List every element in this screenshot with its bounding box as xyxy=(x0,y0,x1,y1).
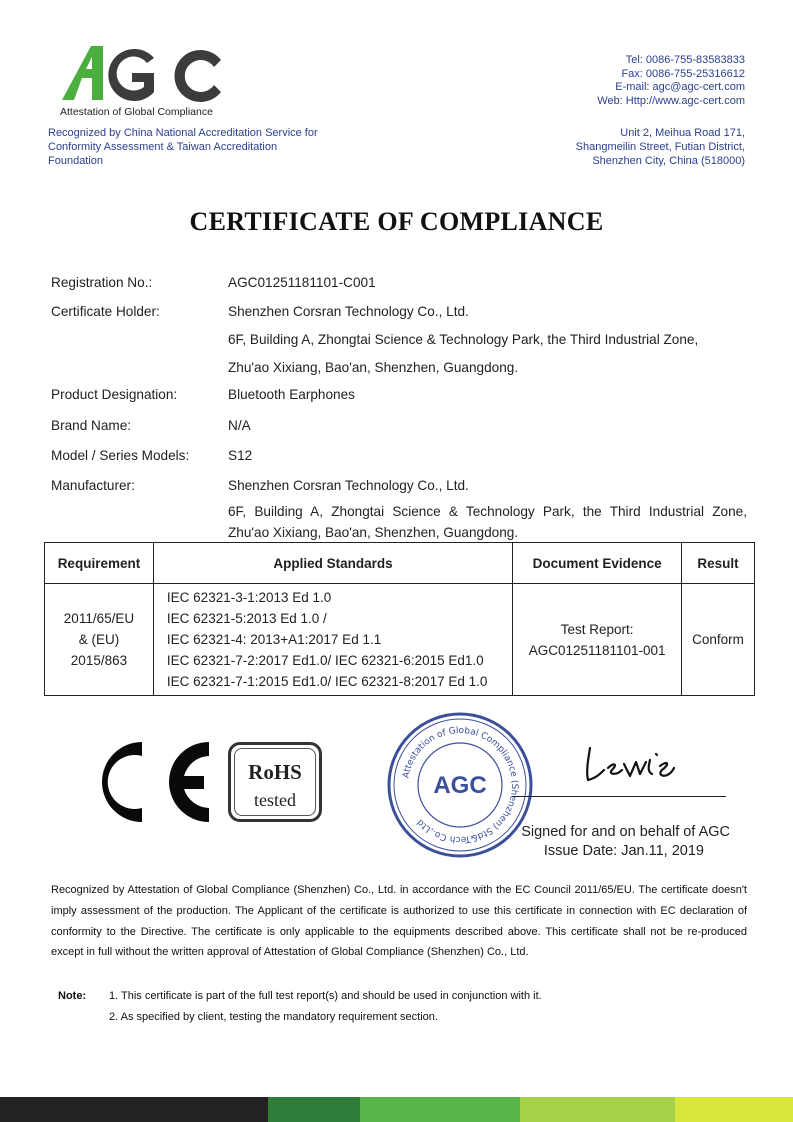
holder-address-line1: 6F, Building A, Zhongtai Science & Technology Park, the Third Industrial Zone, xyxy=(228,332,699,347)
contact-block xyxy=(597,54,745,108)
registration-value: AGC01251181101-C001 xyxy=(228,275,376,290)
signature-line xyxy=(512,796,726,797)
compliance-table xyxy=(44,542,755,696)
registration-label: Registration No.: xyxy=(51,275,153,290)
product-value: Bluetooth Earphones xyxy=(228,387,355,402)
footer-segment-2 xyxy=(268,1097,360,1122)
table-header-row xyxy=(45,543,755,584)
requirement-cell: 2011/65/EU & (EU) 2015/863 xyxy=(45,584,154,696)
rohs-tested-label: tested xyxy=(254,790,296,810)
standard-item: IEC 62321-7-2:2017 Ed1.0/ IEC 62321-6:2015 Ed1.0 xyxy=(166,653,484,668)
seal-ring-text: Attestation of Global Compliance (Shenzhen) Std&Tech Co.,Ltd xyxy=(401,725,520,845)
accreditation-statement: Recognized by China National Accreditation Service for Conformity Assessment & Taiwan Accreditation Foundation xyxy=(48,127,318,167)
manufacturer-name: Shenzhen Corsran Technology Co., Ltd. xyxy=(228,478,469,493)
standard-item: IEC 62321-7-1:2015 Ed1.0/ IEC 62321-8:2017 Ed 1.0 xyxy=(166,674,488,689)
holder-name: Shenzhen Corsran Technology Co., Ltd. xyxy=(228,304,469,319)
contact-tel: Tel: 0086-755-83583833 xyxy=(625,54,745,66)
standards-cell xyxy=(153,584,512,696)
manufacturer-address-line2: Zhu'ao Xixiang, Bao'an, Shenzhen, Guangdong. xyxy=(228,525,519,540)
note-item-1: 1. This certificate is part of the full test report(s) and should be used in conjunction with it. xyxy=(109,990,542,1002)
footer-segment-1 xyxy=(0,1097,268,1122)
company-address: Unit 2, Meihua Road 171, Shangmeilin Street, Futian District, Shenzhen City, China (518000) xyxy=(575,127,745,167)
contact-email: E-mail: agc@agc-cert.com xyxy=(615,81,745,94)
standard-item: IEC 62321-5:2013 Ed 1.0 / xyxy=(166,611,327,626)
note-item-2: 2. As specified by client, testing the mandatory requirement section. xyxy=(109,1011,438,1023)
rohs-label: RoHS xyxy=(248,760,302,784)
standard-item: IEC 62321-3-1:2013 Ed 1.0 xyxy=(166,590,332,605)
holder-address-line2: Zhu'ao Xixiang, Bao'an, Shenzhen, Guangdong. xyxy=(228,360,519,375)
standard-item: IEC 62321-4: 2013+A1:2017 Ed 1.1 xyxy=(166,632,382,647)
footer-segment-4 xyxy=(520,1097,675,1122)
issue-date: Issue Date: Jan.11, 2019 xyxy=(543,843,704,859)
ce-mark-icon xyxy=(86,732,214,832)
brand-label: Brand Name: xyxy=(51,418,132,433)
product-label: Product Designation: xyxy=(51,387,178,402)
holder-label: Certificate Holder: xyxy=(51,304,160,319)
contact-web: Web: Http://www.agc-cert.com xyxy=(597,94,745,107)
manufacturer-label: Manufacturer: xyxy=(51,478,135,493)
seal-center-text: AGC xyxy=(433,772,487,799)
footer-color-bar xyxy=(0,1097,793,1122)
table-row xyxy=(45,584,755,696)
signed-for-text: Signed for and on behalf of AGC xyxy=(521,824,730,840)
model-value: S12 xyxy=(228,448,253,463)
footer-segment-5 xyxy=(675,1097,793,1122)
manufacturer-address-line1: 6F, Building A, Zhongtai Science & Technology Park, the Third Industrial Zone, xyxy=(228,504,747,519)
header-document-evidence: Document Evidence xyxy=(513,543,682,584)
header-result: Result xyxy=(682,543,755,584)
result-cell: Conform xyxy=(682,584,755,696)
signature-scribble xyxy=(578,740,678,790)
recognition-statement: Recognized by Attestation of Global Compliance (Shenzhen) Co., Ltd. in accordance with the EC Council 2011/65/EU. The certificate doesn't imply assessment of the production. The Applicant of the certificate is authorized to use this certificate in connection with EC declaration of conformity to the Directive. The certificate is only applicable to the equipments described above. This certificate shall not be re-produced except in full without the written approval of Attestation of Global Compliance (Shenzhen) Co., Ltd. xyxy=(51,884,747,959)
rohs-badge xyxy=(228,742,322,822)
brand-value: N/A xyxy=(228,418,251,433)
footer-segment-3 xyxy=(360,1097,520,1122)
page-title: CERTIFICATE OF COMPLIANCE xyxy=(189,207,604,236)
header-applied-standards: Applied Standards xyxy=(153,543,512,584)
header-requirement: Requirement xyxy=(45,543,154,584)
brand-tagline: Attestation of Global Compliance xyxy=(60,106,213,118)
model-label: Model / Series Models: xyxy=(51,448,190,463)
evidence-cell: Test Report: AGC01251181101-001 xyxy=(513,584,682,696)
note-label: Note: xyxy=(58,990,87,1002)
contact-fax: Fax: 0086-755-25316612 xyxy=(621,67,745,80)
